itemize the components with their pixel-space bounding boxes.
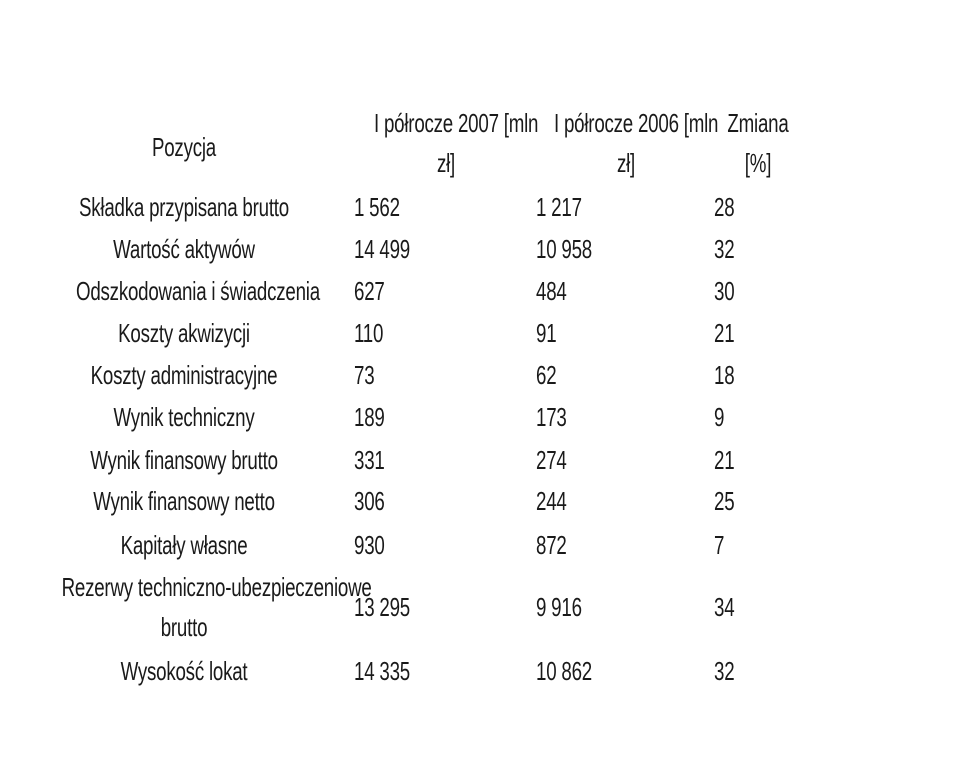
row-value-2006: 484 [536,276,567,306]
row-value-2007: 14 499 [354,234,410,264]
row-value-2007: 930 [354,530,385,560]
row-change: 18 [714,360,735,390]
row-label: Wynik finansowy netto [93,486,275,516]
row-value-2007: 306 [354,486,385,516]
row-value-2006: 91 [536,318,557,348]
header-2007-line2: zł] [436,148,456,178]
row-change: 32 [714,234,735,264]
row-value-2007: 13 295 [354,592,410,622]
row-label-line1: Rezerwy techniczno-ubezpieczeniowe [61,572,372,602]
row-change: 32 [714,656,735,686]
header-2007-line1: I półrocze 2007 [mln [374,108,539,138]
header-2006-line2: zł] [616,148,636,178]
row-value-2007: 331 [354,445,385,475]
header-position: Pozycja [151,132,217,162]
row-label: Wartość aktywów [113,234,255,264]
row-label: Koszty administracyjne [90,360,278,390]
row-label: Wynik techniczny [113,402,255,432]
row-value-2006: 173 [536,402,567,432]
row-label: Wysokość lokat [120,656,248,686]
row-value-2006: 62 [536,360,557,390]
row-label: Odszkodowania i świadczenia [75,276,320,306]
row-value-2006: 10 958 [536,234,592,264]
row-value-2007: 1 562 [354,192,400,222]
row-change: 7 [714,530,725,560]
row-label-line2: brutto [160,612,208,642]
row-value-2006: 872 [536,530,567,560]
row-change: 9 [714,402,725,432]
row-value-2006: 1 217 [536,192,582,222]
row-change: 21 [714,318,735,348]
header-2006-line1: I półrocze 2006 [mln [554,108,719,138]
row-label: Koszty akwizycji [118,318,250,348]
row-change: 25 [714,486,735,516]
row-value-2006: 244 [536,486,567,516]
row-value-2006: 9 916 [536,592,582,622]
row-value-2007: 73 [354,360,375,390]
header-change-line2: [%] [744,148,772,178]
row-change: 30 [714,276,735,306]
header-change-line1: Zmiana [727,108,789,138]
row-value-2006: 274 [536,445,567,475]
row-change: 34 [714,592,735,622]
row-value-2006: 10 862 [536,656,592,686]
row-label: Wynik finansowy brutto [90,445,278,475]
row-value-2007: 14 335 [354,656,410,686]
row-change: 28 [714,192,735,222]
row-value-2007: 110 [354,318,384,348]
row-label: Składka przypisana brutto [78,192,289,222]
row-value-2007: 627 [354,276,385,306]
row-change: 21 [714,445,735,475]
row-value-2007: 189 [354,402,385,432]
row-label: Kapitały własne [120,530,248,560]
